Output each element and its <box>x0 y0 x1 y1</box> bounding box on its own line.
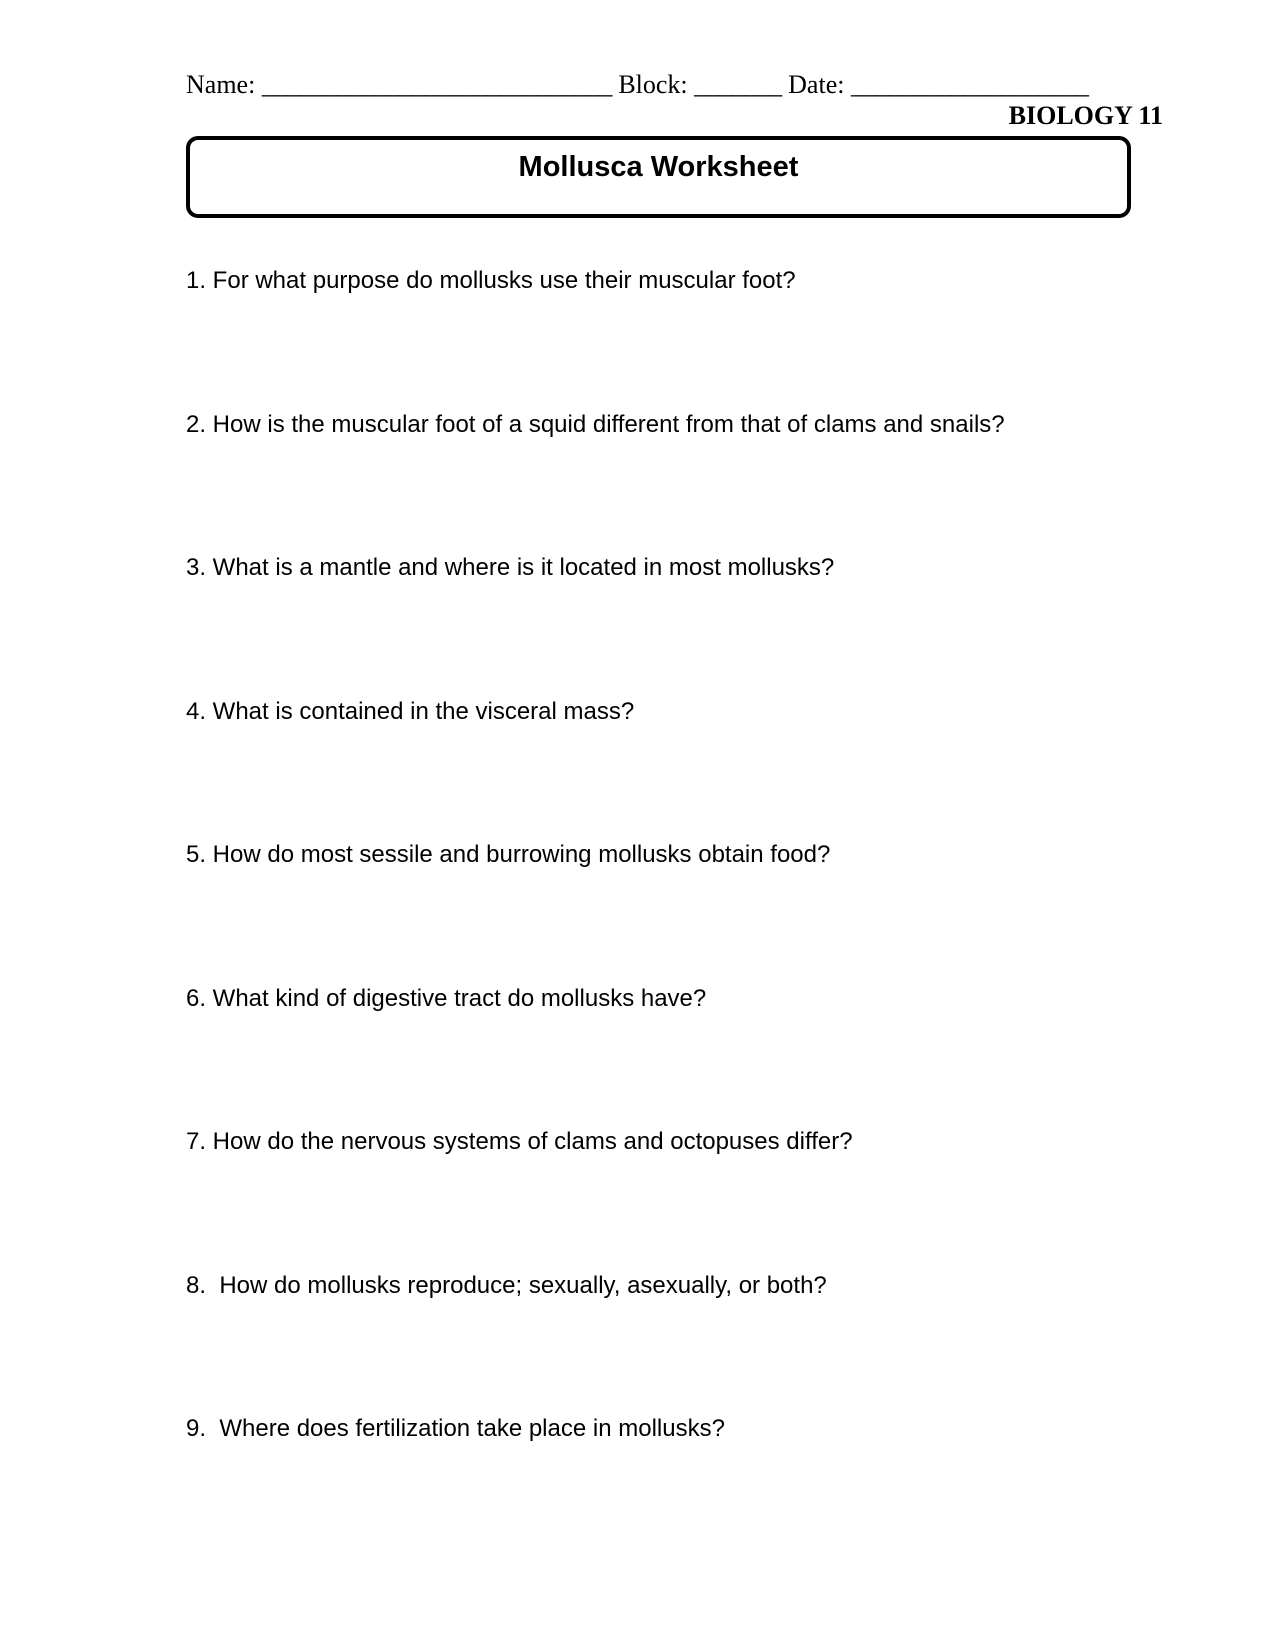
question-6: 6. What kind of digestive tract do mollusks have? <box>186 984 707 1012</box>
page-title: Mollusca Worksheet <box>518 151 799 183</box>
student-info-line <box>186 70 1089 100</box>
question-4: 4. What is contained in the visceral mass? <box>186 697 635 725</box>
name-label: Name: <box>186 70 256 99</box>
question-5: 5. How do most sessile and burrowing mollusks obtain food? <box>186 841 831 868</box>
question-3: 3. What is a mantle and where is it located in most mollusks? <box>186 554 835 581</box>
question-list <box>186 266 1186 1558</box>
block-label: Block: <box>618 70 688 99</box>
date-label: Date: <box>788 70 845 99</box>
name-field[interactable]: ____________________________ <box>261 70 612 99</box>
date-field[interactable]: ___________________ <box>850 70 1089 99</box>
question-2: 2. How is the muscular foot of a squid different from that of clams and snails? <box>186 410 1005 438</box>
question-9: 9. Where does fertilization take place in mollusks? <box>186 1415 725 1442</box>
question-1: 1. For what purpose do mollusks use their muscular foot? <box>186 267 796 294</box>
course-label: BIOLOGY 11 <box>1008 101 1163 130</box>
question-8: 8. How do mollusks reproduce; sexually, asexually, or both? <box>186 1271 827 1299</box>
title-box <box>186 136 1131 218</box>
block-field[interactable]: _______ <box>694 70 782 99</box>
question-7: 7. How do the nervous systems of clams and octopuses differ? <box>186 1128 853 1155</box>
